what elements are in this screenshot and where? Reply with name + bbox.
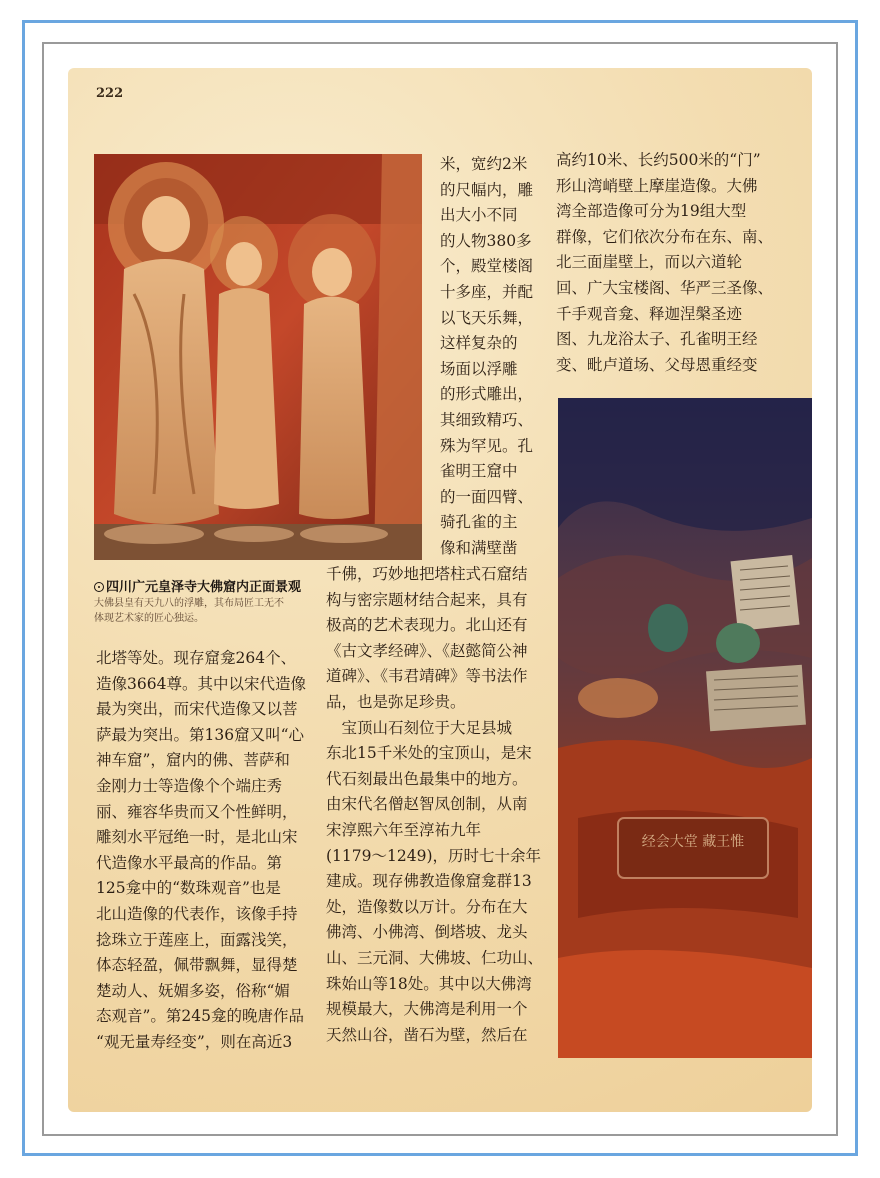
buddha-relief-photo <box>94 154 422 560</box>
text-line: 萨最为突出。第136窟又叫“心 <box>96 725 305 744</box>
text-line: 北塔等处。现存窟龛264个、 <box>96 649 297 667</box>
text-line: 珠始山等18处。其中以大佛湾 <box>326 974 532 993</box>
text-line: 的一面四臂、 <box>440 487 534 506</box>
text-column-c <box>556 148 773 378</box>
text-line: 《古文孝经碑》、《赵懿简公神 <box>326 641 528 660</box>
text-line: 高约10米、长约500米的“门” <box>556 151 761 169</box>
text-line: 态观音”。第245龛的晚唐作品 <box>96 1007 305 1026</box>
text-line: 宋淳熙六年至淳祐九年 <box>326 820 482 839</box>
text-line: 金刚力士等造像个个端庄秀 <box>96 776 283 795</box>
photo-caption-body <box>94 596 284 626</box>
text-line: 体态轻盈，佩带飘舞，显得楚 <box>96 956 298 975</box>
text-line: 的形式雕出， <box>440 385 534 404</box>
text-line: 代石刻最出色最集中的地方。 <box>326 769 528 788</box>
text-line: 神车窟”，窟内的佛、菩萨和 <box>96 751 290 770</box>
text-line: 山、三元洞、大佛坡、仁功山、 <box>326 948 544 967</box>
text-line: 图、九龙浴太子、孔雀明王经 <box>556 330 758 349</box>
text-line: 北三面崖壁上，而以六道轮 <box>556 253 743 272</box>
text-line: 场面以浮雕 <box>440 359 518 378</box>
text-line: 千手观音龛、释迦涅槃圣迹 <box>556 304 743 323</box>
book-page <box>68 68 812 1112</box>
text-line: (1179～1249)，历时七十余年 <box>326 846 541 865</box>
text-line: 品，也是弥足珍贵。 <box>326 692 466 711</box>
caption-line: 大佛县皇有天九八的浮雕，其布局匠工无不 <box>94 598 284 609</box>
text-line: 骑孔雀的主 <box>440 513 518 532</box>
text-line: 出大小不同 <box>440 206 518 225</box>
text-line: 捻珠立于莲座上，面露浅笑， <box>96 930 298 949</box>
text-line: 造像3664尊。其中以宋代造像 <box>96 674 306 693</box>
photo-caption-title <box>94 576 301 595</box>
text-line: 这样复杂的 <box>440 334 518 353</box>
text-line: 湾全部造像可分为19组大型 <box>556 202 747 221</box>
text-line: 佛湾、小佛湾、倒塔坡、龙头 <box>326 923 528 942</box>
text-line: 代造像水平最高的作品。第 <box>96 853 283 872</box>
text-line: 其细致精巧、 <box>440 410 534 429</box>
text-line: 宝顶山石刻位于大足县城 <box>326 718 513 737</box>
text-line: 殊为罕见。孔 <box>440 436 534 455</box>
text-line: “观无量寿经变”，则在高近3 <box>96 1032 293 1051</box>
text-line: 的尺幅内，雕 <box>440 180 534 199</box>
text-line: 道碑》、《韦君靖碑》等书法作 <box>326 667 528 686</box>
cliff-carving-photo <box>558 398 812 1058</box>
text-line: 125龛中的“数珠观音”也是 <box>96 879 281 898</box>
text-line: 构与密宗题材结合起来，具有 <box>326 590 528 609</box>
text-column-b <box>326 562 543 1048</box>
text-line: 个，殿堂楼阁 <box>440 257 534 276</box>
caption-bullet-icon <box>94 582 104 592</box>
text-line: 千佛，巧妙地把塔柱式石窟结 <box>326 565 528 583</box>
text-line: 回、广大宝楼阁、华严三圣像、 <box>556 278 774 297</box>
text-line: 由宋代名僧赵智凤创制，从南 <box>326 795 528 814</box>
text-line: 天然山谷，凿石为壁，然后在 <box>326 1025 528 1044</box>
text-column-a <box>440 152 533 562</box>
text-line: 北山造像的代表作，该像手持 <box>96 904 298 923</box>
stele-inscription: 经会大堂 藏王惟 <box>641 834 745 850</box>
text-line: 雕刻水平冠绝一时，是北山宋 <box>96 828 298 847</box>
text-line: 规模最大，大佛湾是利用一个 <box>326 1000 528 1019</box>
text-line: 极高的艺术表现力。北山还有 <box>326 616 528 635</box>
text-line: 雀明王窟中 <box>440 462 518 481</box>
text-line: 丽、雍容华贵而又个性鲜明， <box>96 802 298 821</box>
text-line: 米，宽约2米 <box>440 155 528 173</box>
text-line: 变、毗卢道场、父母恩重经变 <box>556 355 758 374</box>
text-line: 以飞天乐舞， <box>440 308 534 327</box>
page-number: 222 <box>96 86 124 101</box>
caption-title-text: 四川广元皇泽寺大佛窟内正面景观 <box>106 580 302 595</box>
text-line: 处，造像数以万计。分布在大 <box>326 897 528 916</box>
text-column-left <box>96 646 306 1056</box>
text-line: 的人物380多 <box>440 231 532 250</box>
text-line: 十多座，并配 <box>440 282 534 301</box>
text-line: 建成。现存佛教造像窟龛群13 <box>326 872 532 891</box>
text-line: 形山湾峭壁上摩崖造像。大佛 <box>556 176 758 195</box>
text-line: 楚动人、妩媚多姿，俗称“媚 <box>96 981 290 1000</box>
text-line: 像和满壁凿 <box>440 538 518 557</box>
text-line: 东北15千米处的宝顶山，是宋 <box>326 744 532 763</box>
text-line: 最为突出，而宋代造像又以菩 <box>96 700 298 719</box>
caption-line: 体现艺术家的匠心独运。 <box>94 613 204 624</box>
text-line: 群像，它们依次分布在东、南、 <box>556 227 774 246</box>
